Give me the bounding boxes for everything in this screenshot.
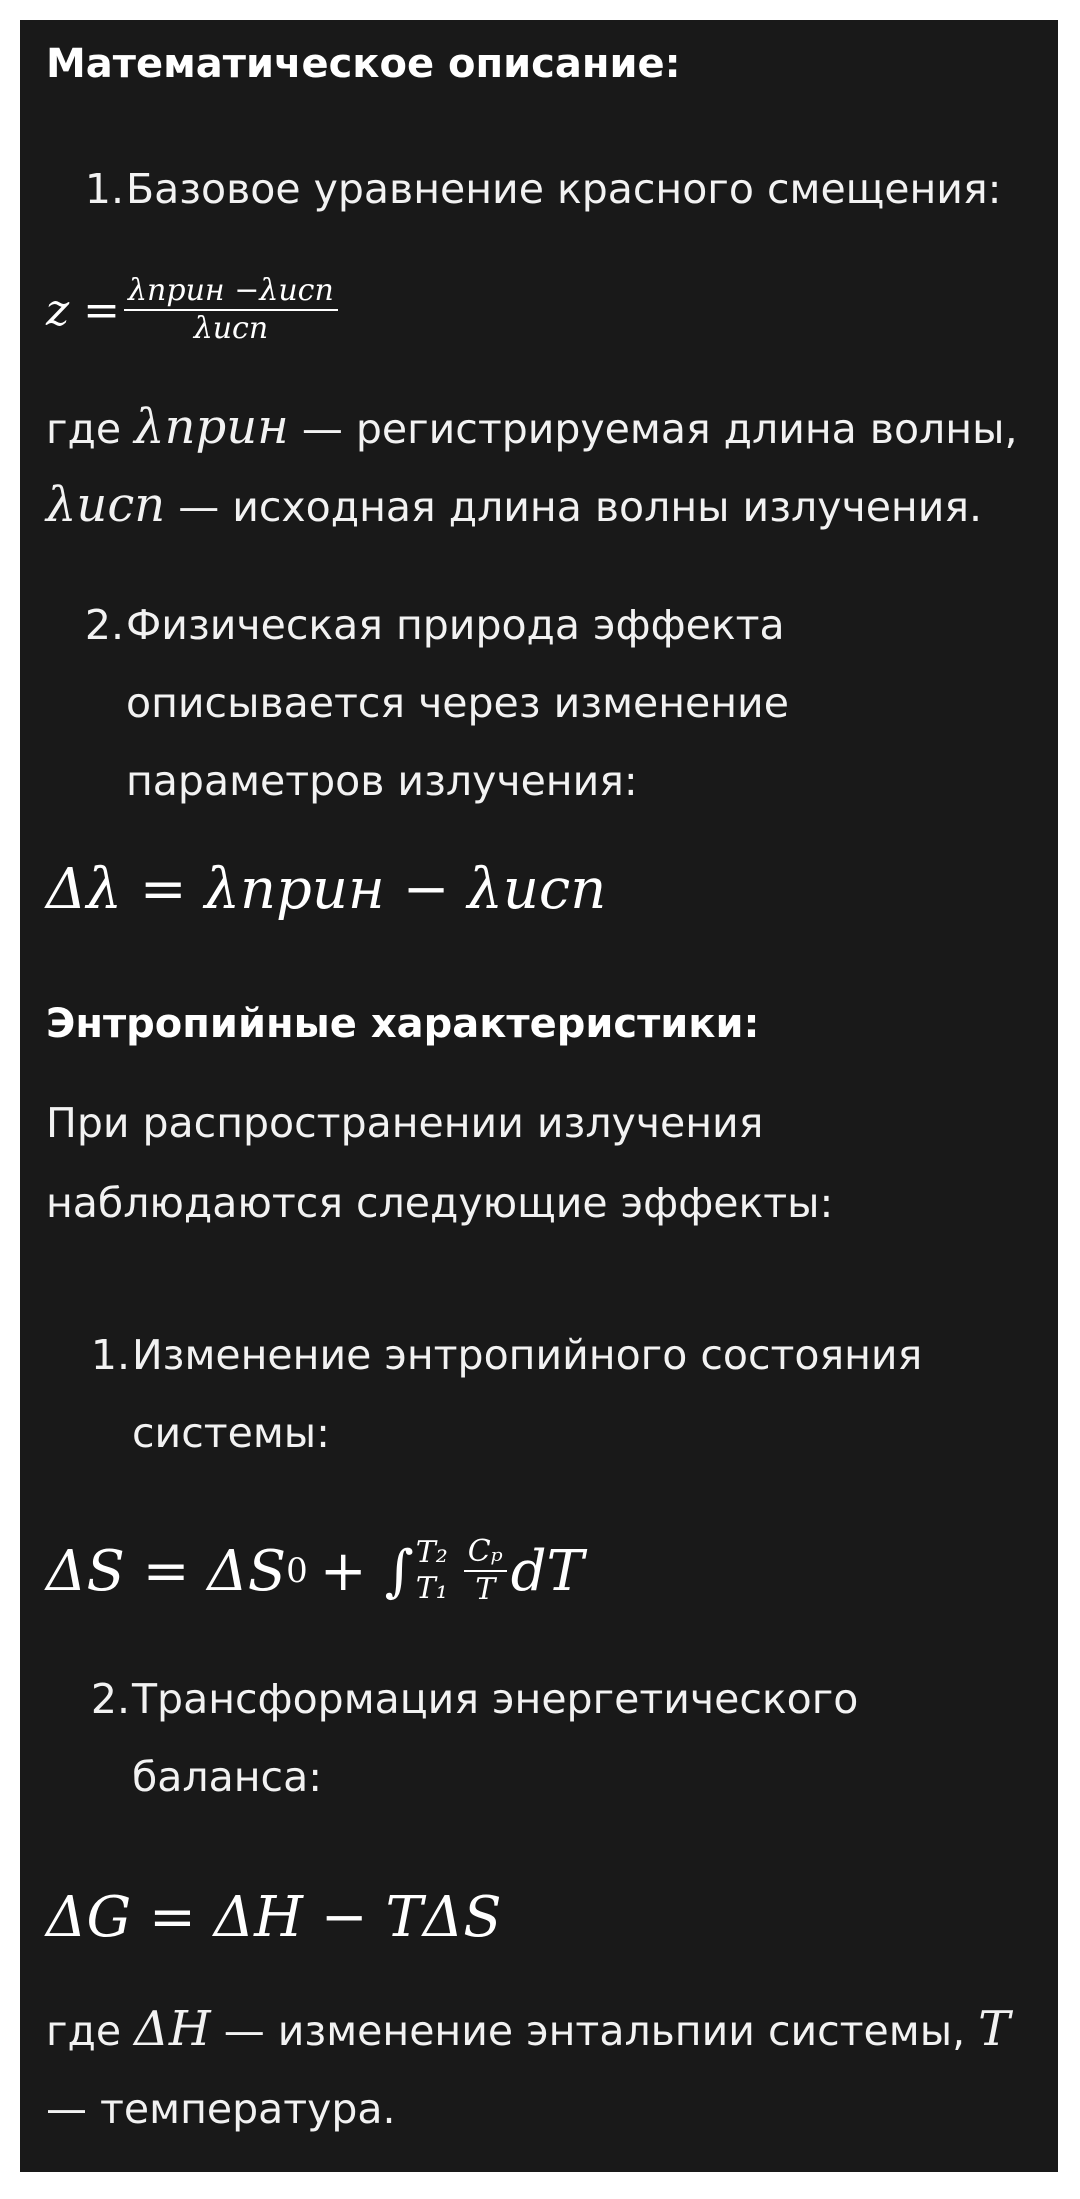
list-text: описывается через изменение bbox=[126, 679, 789, 727]
list-text: параметров излучения: bbox=[126, 757, 638, 805]
integral-limits bbox=[416, 1535, 448, 1607]
list-number: 1. bbox=[90, 1331, 130, 1379]
list-item bbox=[46, 1660, 1038, 1820]
section-heading-entropy: Энтропийные характеристики: bbox=[46, 1001, 760, 1047]
section-heading-math: Математическое описание: bbox=[46, 41, 681, 87]
where-line-1 bbox=[46, 386, 1038, 470]
list-number: 1. bbox=[84, 165, 124, 213]
differential: dT bbox=[510, 1538, 584, 1604]
list-number: 2. bbox=[90, 1675, 130, 1723]
temperature-symbol: T bbox=[978, 2001, 1011, 2057]
intro-line-2: наблюдаются следующие эффекты: bbox=[46, 1179, 834, 1227]
lambda-source-desc: — исходная длина волны излучения. bbox=[178, 483, 983, 531]
integral-lower: T₁ bbox=[415, 1571, 448, 1606]
equation-lhs: z = bbox=[46, 284, 121, 336]
lambda-received: λприн bbox=[134, 399, 289, 455]
delta-h: ΔH bbox=[134, 2001, 211, 2057]
integral-sign: + ∫ bbox=[319, 1538, 414, 1604]
where-line-2 bbox=[46, 464, 1038, 548]
equation-entropy bbox=[46, 1516, 1038, 1626]
list-text: Трансформация энергетического bbox=[132, 1675, 859, 1723]
equation-gibbs: ΔG = ΔH − TΔS bbox=[46, 1885, 502, 1950]
equation-redshift bbox=[46, 260, 1038, 360]
lambda-received-desc: — регистрируемая длина волны, bbox=[301, 405, 1018, 453]
where-line-3 bbox=[46, 1988, 1038, 2072]
fraction-denominator: T bbox=[475, 1572, 496, 1607]
intro-line-1: При распространении излучения bbox=[46, 1099, 764, 1147]
subscript-zero: 0 bbox=[286, 1551, 308, 1591]
fraction bbox=[124, 273, 338, 347]
list-text: Изменение энтропийного состояния bbox=[132, 1331, 923, 1379]
list-item bbox=[46, 586, 1038, 826]
fraction bbox=[464, 1534, 507, 1608]
where-prefix: где bbox=[46, 2007, 122, 2055]
where-prefix: где bbox=[46, 405, 122, 453]
list-text: Физическая природа эффекта bbox=[126, 601, 785, 649]
content-panel bbox=[20, 20, 1058, 2172]
list-text: системы: bbox=[132, 1409, 330, 1457]
equation-lhs: ΔS = ΔS bbox=[46, 1538, 287, 1604]
list-text: Базовое уравнение красного смещения: bbox=[126, 165, 1002, 213]
list-text: баланса: bbox=[132, 1753, 323, 1801]
integral-upper: T₂ bbox=[415, 1535, 448, 1570]
lambda-source: λисп bbox=[46, 477, 166, 533]
delta-h-desc: — изменение энтальпии системы, bbox=[223, 2007, 966, 2055]
fraction-denominator: λисп bbox=[193, 311, 269, 346]
equation-delta-lambda: Δλ = λприн − λисп bbox=[46, 857, 607, 922]
fraction-numerator: λприн −λисп bbox=[128, 273, 334, 308]
fraction-numerator: Cₚ bbox=[467, 1534, 503, 1569]
list-item bbox=[46, 1316, 1038, 1476]
list-item bbox=[46, 150, 1038, 230]
where-line-4: — температура. bbox=[46, 2085, 396, 2133]
list-number: 2. bbox=[84, 601, 124, 649]
